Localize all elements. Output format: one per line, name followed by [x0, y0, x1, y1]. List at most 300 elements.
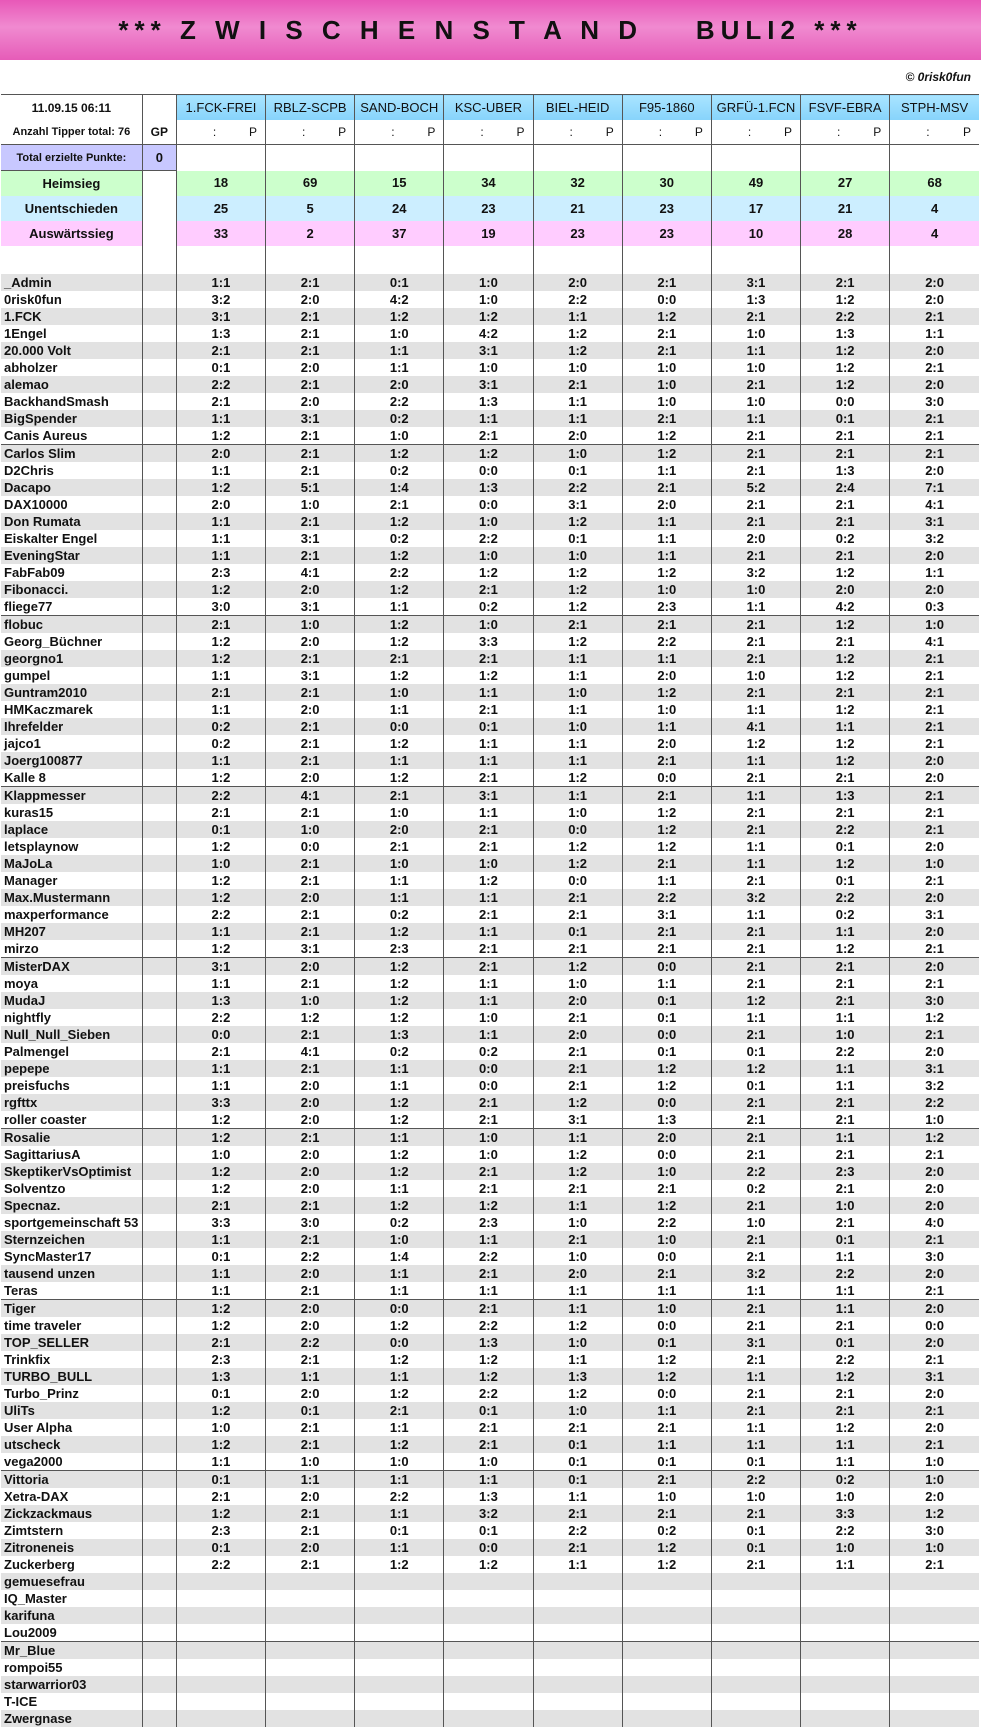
player-tip: 2:1: [176, 804, 265, 821]
player-gp: [142, 889, 176, 906]
score-separator: :: [391, 124, 394, 140]
player-tip: 2:1: [266, 1060, 355, 1077]
score-points-header-6: [711, 120, 800, 145]
player-tip: 2:0: [890, 769, 979, 787]
points-label: P: [427, 124, 435, 140]
table-row: [1, 598, 979, 616]
player-tip: 4:2: [355, 291, 444, 308]
player-tip: 1:2: [355, 992, 444, 1009]
player-name: nightfly: [1, 1009, 142, 1026]
player-tip: 1:2: [622, 1368, 711, 1385]
player-gp: [142, 1556, 176, 1573]
table-row: [1, 940, 979, 958]
player-tip: 1:4: [355, 479, 444, 496]
player-tip: 2:1: [801, 445, 890, 463]
player-tip: [266, 1642, 355, 1660]
player-tip: 2:1: [266, 342, 355, 359]
player-gp: [142, 1248, 176, 1265]
player-tip: 2:1: [890, 410, 979, 427]
stat-label: Heimsieg: [1, 171, 142, 197]
player-tip: 2:2: [176, 906, 265, 923]
player-tip: 0:0: [622, 1146, 711, 1163]
player-tip: 0:1: [444, 1402, 533, 1419]
player-gp: [142, 581, 176, 598]
player-gp: [142, 1419, 176, 1436]
player-tip: 0:1: [711, 1077, 800, 1094]
player-tip: 1:2: [533, 325, 622, 342]
table-row: [1, 1111, 979, 1129]
player-tip: 3:1: [890, 906, 979, 923]
stat-value: 24: [355, 196, 444, 221]
player-tip: 1:2: [533, 838, 622, 855]
player-tip: 0:1: [533, 462, 622, 479]
player-tip: 4:1: [266, 1043, 355, 1060]
stat-value: 32: [533, 171, 622, 197]
points-label: P: [873, 124, 881, 140]
player-tip: 2:1: [533, 1231, 622, 1248]
player-name: Lou2009: [1, 1624, 142, 1642]
player-name: Specnaz.: [1, 1197, 142, 1214]
player-tip: 2:2: [355, 1488, 444, 1505]
player-tip: [533, 1659, 622, 1676]
match-header-6: GRFÜ-1.FCN: [711, 95, 800, 121]
player-tip: 1:2: [355, 975, 444, 992]
player-tip: 2:1: [266, 1419, 355, 1436]
player-tip: 2:2: [444, 530, 533, 547]
points-label: P: [517, 124, 525, 140]
player-gp: [142, 1231, 176, 1248]
player-gp: [142, 1590, 176, 1607]
score-points-labels: [712, 124, 800, 140]
player-tip: 2:1: [266, 376, 355, 393]
player-gp: [142, 1453, 176, 1471]
table-row: [1, 393, 979, 410]
player-tip: 1:2: [176, 479, 265, 496]
player-name: Mr_Blue: [1, 1642, 142, 1660]
player-gp: [142, 530, 176, 547]
stat-row-0: [1, 171, 979, 197]
player-tip: [176, 1573, 265, 1590]
player-name: starwarrior03: [1, 1676, 142, 1693]
player-tip: 1:1: [711, 410, 800, 427]
player-tip: 1:0: [711, 393, 800, 410]
player-tip: [533, 1693, 622, 1710]
player-tip: 1:0: [533, 684, 622, 701]
player-tip: 3:1: [266, 530, 355, 547]
header-row-columns: [1, 120, 979, 145]
player-tip: 2:1: [622, 940, 711, 958]
player-tip: 2:0: [890, 342, 979, 359]
player-name: kuras15: [1, 804, 142, 821]
player-name: D2Chris: [1, 462, 142, 479]
table-row: [1, 1351, 979, 1368]
table-row: [1, 1436, 979, 1453]
player-tip: 2:1: [711, 1248, 800, 1265]
player-tip: 1:2: [622, 838, 711, 855]
player-tip: 3:1: [890, 1368, 979, 1385]
player-tip: 1:2: [890, 1009, 979, 1026]
player-tip: 3:3: [801, 1505, 890, 1522]
player-gp: [142, 1146, 176, 1163]
player-tip: 0:0: [444, 1539, 533, 1556]
player-tip: 1:0: [444, 547, 533, 564]
player-tip: 1:1: [801, 1453, 890, 1471]
player-tip: 1:0: [801, 1026, 890, 1043]
player-tip: 1:1: [355, 701, 444, 718]
player-tip: 2:1: [533, 940, 622, 958]
player-tip: 3:2: [444, 1505, 533, 1522]
player-name: MudaJ: [1, 992, 142, 1009]
player-tip: [533, 1642, 622, 1660]
player-tip: 2:1: [176, 1334, 265, 1351]
match-header-2: SAND-BOCH: [355, 95, 444, 121]
player-tip: [355, 1659, 444, 1676]
player-tip: 2:0: [266, 1265, 355, 1282]
player-tip: 2:1: [890, 1402, 979, 1419]
player-tip: 0:2: [444, 1043, 533, 1060]
player-tip: 0:1: [801, 1231, 890, 1248]
player-tip: 2:1: [444, 1300, 533, 1318]
stat-value: 37: [355, 221, 444, 246]
player-tip: 0:1: [622, 1009, 711, 1026]
player-tip: 1:2: [355, 1556, 444, 1573]
player-tip: 2:0: [890, 923, 979, 940]
player-tip: [711, 1693, 800, 1710]
player-tip: 1:0: [533, 1214, 622, 1231]
player-name: Turbo_Prinz: [1, 1385, 142, 1402]
player-gp: [142, 513, 176, 530]
player-tip: 2:0: [890, 1197, 979, 1214]
total-points-empty-cell: [890, 145, 979, 171]
tipper-count-label: Anzahl Tipper total: 76: [1, 120, 142, 145]
player-tip: [711, 1607, 800, 1624]
player-tip: 0:0: [444, 496, 533, 513]
player-tip: [533, 1676, 622, 1693]
player-name: Trinkfix: [1, 1351, 142, 1368]
player-tip: 1:2: [622, 1351, 711, 1368]
player-gp: [142, 1180, 176, 1197]
player-name: TOP_SELLER: [1, 1334, 142, 1351]
player-tip: 1:2: [355, 667, 444, 684]
table-row: [1, 1624, 979, 1642]
player-tip: 1:0: [801, 1488, 890, 1505]
player-gp: [142, 445, 176, 463]
player-name: SkeptikerVsOptimist: [1, 1163, 142, 1180]
player-tip: 2:1: [890, 975, 979, 992]
player-tip: 2:1: [266, 906, 355, 923]
total-points-row: [1, 145, 979, 171]
player-tip: 1:2: [622, 1077, 711, 1094]
player-tip: [444, 1693, 533, 1710]
player-tip: 0:1: [622, 1453, 711, 1471]
player-tip: 1:1: [801, 1129, 890, 1147]
player-name: 1.FCK: [1, 308, 142, 325]
player-tip: 1:2: [444, 308, 533, 325]
player-tip: 2:1: [622, 855, 711, 872]
player-name: Xetra-DAX: [1, 1488, 142, 1505]
total-points-label: Total erzielte Punkte:: [1, 145, 142, 171]
table-row: [1, 1676, 979, 1693]
player-tip: 1:2: [355, 923, 444, 940]
player-tip: 2:1: [355, 1402, 444, 1419]
player-tip: 1:0: [444, 1129, 533, 1147]
player-gp: [142, 1471, 176, 1489]
player-tip: 2:2: [444, 1248, 533, 1265]
player-tip: 1:0: [890, 1111, 979, 1129]
player-tip: 1:3: [176, 325, 265, 342]
player-tip: 1:1: [801, 1009, 890, 1026]
stat-value: 19: [444, 221, 533, 246]
player-tip: 2:1: [711, 547, 800, 564]
player-tip: 0:2: [355, 1214, 444, 1231]
stat-value: 15: [355, 171, 444, 197]
table-row: [1, 530, 979, 547]
player-tip: 1:2: [622, 564, 711, 581]
player-gp: [142, 1710, 176, 1727]
table-row: [1, 1180, 979, 1197]
player-tip: 1:1: [355, 1129, 444, 1147]
player-tip: 3:1: [622, 906, 711, 923]
player-name: Max.Mustermann: [1, 889, 142, 906]
player-tip: 0:2: [444, 598, 533, 616]
player-tip: 3:1: [533, 496, 622, 513]
player-tip: 0:2: [711, 1180, 800, 1197]
player-tip: 1:1: [444, 1471, 533, 1489]
player-name: Teras: [1, 1282, 142, 1300]
player-tip: 3:0: [890, 1248, 979, 1265]
player-tip: 2:1: [801, 992, 890, 1009]
player-tip: [444, 1607, 533, 1624]
player-tip: 0:1: [176, 1471, 265, 1489]
player-name: TURBO_BULL: [1, 1368, 142, 1385]
stat-value: 23: [622, 196, 711, 221]
table-row: [1, 274, 979, 291]
copyright-label: © 0risk0fun: [905, 70, 971, 84]
player-tip: 4:1: [266, 787, 355, 805]
player-tip: 1:2: [176, 889, 265, 906]
player-tip: 0:1: [801, 872, 890, 889]
player-tip: 1:1: [444, 1282, 533, 1300]
player-tip: 2:1: [533, 1419, 622, 1436]
player-tip: 3:1: [266, 667, 355, 684]
player-tip: 2:0: [890, 291, 979, 308]
player-tip: 1:1: [711, 1436, 800, 1453]
player-tip: 2:1: [266, 462, 355, 479]
player-tip: 2:1: [622, 1471, 711, 1489]
stat-label: Auswärtssieg: [1, 221, 142, 246]
player-name: Manager: [1, 872, 142, 889]
player-tip: 1:2: [801, 342, 890, 359]
player-tip: 2:1: [890, 821, 979, 838]
player-tip: 2:1: [176, 616, 265, 634]
player-tip: 2:2: [622, 889, 711, 906]
table-row: [1, 1659, 979, 1676]
player-tip: 0:1: [533, 923, 622, 940]
player-tip: 1:2: [355, 547, 444, 564]
player-tip: 2:1: [444, 1163, 533, 1180]
player-tip: 2:0: [266, 1300, 355, 1318]
player-tip: 1:1: [444, 735, 533, 752]
player-tip: 2:1: [890, 667, 979, 684]
player-tip: 1:0: [890, 855, 979, 872]
player-tip: 2:0: [266, 889, 355, 906]
player-tip: 2:3: [176, 1522, 265, 1539]
player-tip: 2:1: [444, 650, 533, 667]
player-tip: 3:1: [444, 787, 533, 805]
table-row: [1, 427, 979, 445]
player-tip: 2:3: [355, 940, 444, 958]
player-tip: 1:1: [622, 547, 711, 564]
player-tip: 1:3: [801, 325, 890, 342]
player-tip: 0:0: [533, 872, 622, 889]
player-gp: [142, 1334, 176, 1351]
player-tip: 2:0: [890, 1265, 979, 1282]
player-tip: 1:2: [176, 872, 265, 889]
player-tip: 3:3: [444, 633, 533, 650]
player-tip: 1:1: [533, 393, 622, 410]
table-row: [1, 804, 979, 821]
stat-value: 30: [622, 171, 711, 197]
player-tip: 0:2: [355, 1043, 444, 1060]
player-tip: 2:1: [533, 1505, 622, 1522]
player-tip: 2:1: [711, 1402, 800, 1419]
player-tip: 1:0: [801, 1539, 890, 1556]
player-tip: 1:2: [533, 633, 622, 650]
player-tip: 1:0: [444, 616, 533, 634]
player-tip: [622, 1607, 711, 1624]
player-tip: 0:2: [355, 410, 444, 427]
player-gp: [142, 958, 176, 976]
player-tip: 1:0: [533, 445, 622, 463]
player-name: Don Rumata: [1, 513, 142, 530]
table-row: [1, 821, 979, 838]
player-tip: 1:2: [444, 564, 533, 581]
player-tip: 1:2: [176, 1317, 265, 1334]
player-tip: 2:1: [444, 1180, 533, 1197]
player-tip: 1:0: [533, 718, 622, 735]
player-tip: 2:1: [533, 1043, 622, 1060]
player-tip: 2:1: [711, 1385, 800, 1402]
player-tip: 2:1: [266, 650, 355, 667]
player-tip: 2:1: [801, 496, 890, 513]
table-row: [1, 1453, 979, 1471]
player-gp: [142, 633, 176, 650]
player-tip: 3:1: [266, 598, 355, 616]
player-name: Solventzo: [1, 1180, 142, 1197]
player-tip: 1:1: [711, 787, 800, 805]
player-tip: 1:1: [801, 1282, 890, 1300]
player-tip: 1:2: [266, 1009, 355, 1026]
player-tip: [801, 1624, 890, 1642]
player-tip: 1:2: [622, 1556, 711, 1573]
player-tip: 2:1: [266, 752, 355, 769]
player-tip: [711, 1573, 800, 1590]
table-row: [1, 872, 979, 889]
player-tip: 2:1: [801, 427, 890, 445]
player-gp: [142, 855, 176, 872]
player-gp: [142, 1129, 176, 1147]
player-tip: 2:0: [533, 992, 622, 1009]
player-tip: 1:1: [622, 975, 711, 992]
score-points-labels: [801, 124, 889, 140]
player-tip: 1:1: [266, 1471, 355, 1489]
player-tip: [444, 1710, 533, 1727]
player-tip: 1:2: [533, 581, 622, 598]
player-tip: 2:1: [444, 940, 533, 958]
player-tip: 1:2: [355, 581, 444, 598]
player-tip: 1:2: [622, 821, 711, 838]
player-tip: 1:1: [176, 513, 265, 530]
player-tip: 1:2: [533, 564, 622, 581]
player-tip: 1:1: [711, 1009, 800, 1026]
player-tip: 1:1: [890, 564, 979, 581]
spacer-cell: [355, 246, 444, 274]
player-tip: [266, 1710, 355, 1727]
player-name: MH207: [1, 923, 142, 940]
player-tip: 2:2: [355, 564, 444, 581]
player-tip: 2:1: [266, 872, 355, 889]
player-tip: 2:1: [622, 787, 711, 805]
player-gp: [142, 496, 176, 513]
player-name: vega2000: [1, 1453, 142, 1471]
player-tip: 1:2: [622, 308, 711, 325]
player-tip: 1:2: [711, 1060, 800, 1077]
player-tip: 1:1: [622, 1402, 711, 1419]
player-tip: 1:0: [176, 1419, 265, 1436]
table-row: [1, 1009, 979, 1026]
standings-table-wrapper: [1, 94, 979, 1727]
player-tip: 0:1: [711, 1453, 800, 1471]
total-points-empty-cell: [533, 145, 622, 171]
player-name: Carlos Slim: [1, 445, 142, 463]
player-tip: 2:2: [801, 308, 890, 325]
player-name: Null_Null_Sieben: [1, 1026, 142, 1043]
player-tip: 2:1: [444, 821, 533, 838]
player-tip: [622, 1659, 711, 1676]
player-tip: 2:1: [711, 769, 800, 787]
player-tip: 1:0: [444, 1146, 533, 1163]
player-tip: 1:2: [622, 1060, 711, 1077]
player-tip: 2:1: [266, 513, 355, 530]
player-tip: 1:1: [355, 1368, 444, 1385]
player-tip: 1:1: [444, 410, 533, 427]
player-tip: 1:1: [533, 308, 622, 325]
player-tip: 2:1: [533, 889, 622, 906]
player-tip: 3:0: [890, 1522, 979, 1539]
player-tip: [355, 1607, 444, 1624]
player-gp: [142, 1265, 176, 1282]
player-tip: 2:1: [711, 923, 800, 940]
player-tip: 2:2: [533, 1522, 622, 1539]
player-tip: 1:1: [176, 410, 265, 427]
header-gp-spacer: [142, 95, 176, 121]
player-tip: 4:1: [890, 633, 979, 650]
player-gp: [142, 1693, 176, 1710]
player-tip: 1:1: [266, 1368, 355, 1385]
table-row: [1, 1214, 979, 1231]
stat-gp-empty: [142, 221, 176, 246]
player-tip: 1:0: [711, 325, 800, 342]
player-tip: 0:1: [176, 1248, 265, 1265]
player-name: Joerg100877: [1, 752, 142, 769]
player-tip: 1:2: [176, 838, 265, 855]
total-points-value: 0: [142, 145, 176, 171]
player-tip: 1:2: [176, 1300, 265, 1318]
stat-row-1: [1, 196, 979, 221]
player-tip: 2:0: [355, 821, 444, 838]
player-tip: 0:1: [711, 1522, 800, 1539]
table-row: [1, 718, 979, 735]
